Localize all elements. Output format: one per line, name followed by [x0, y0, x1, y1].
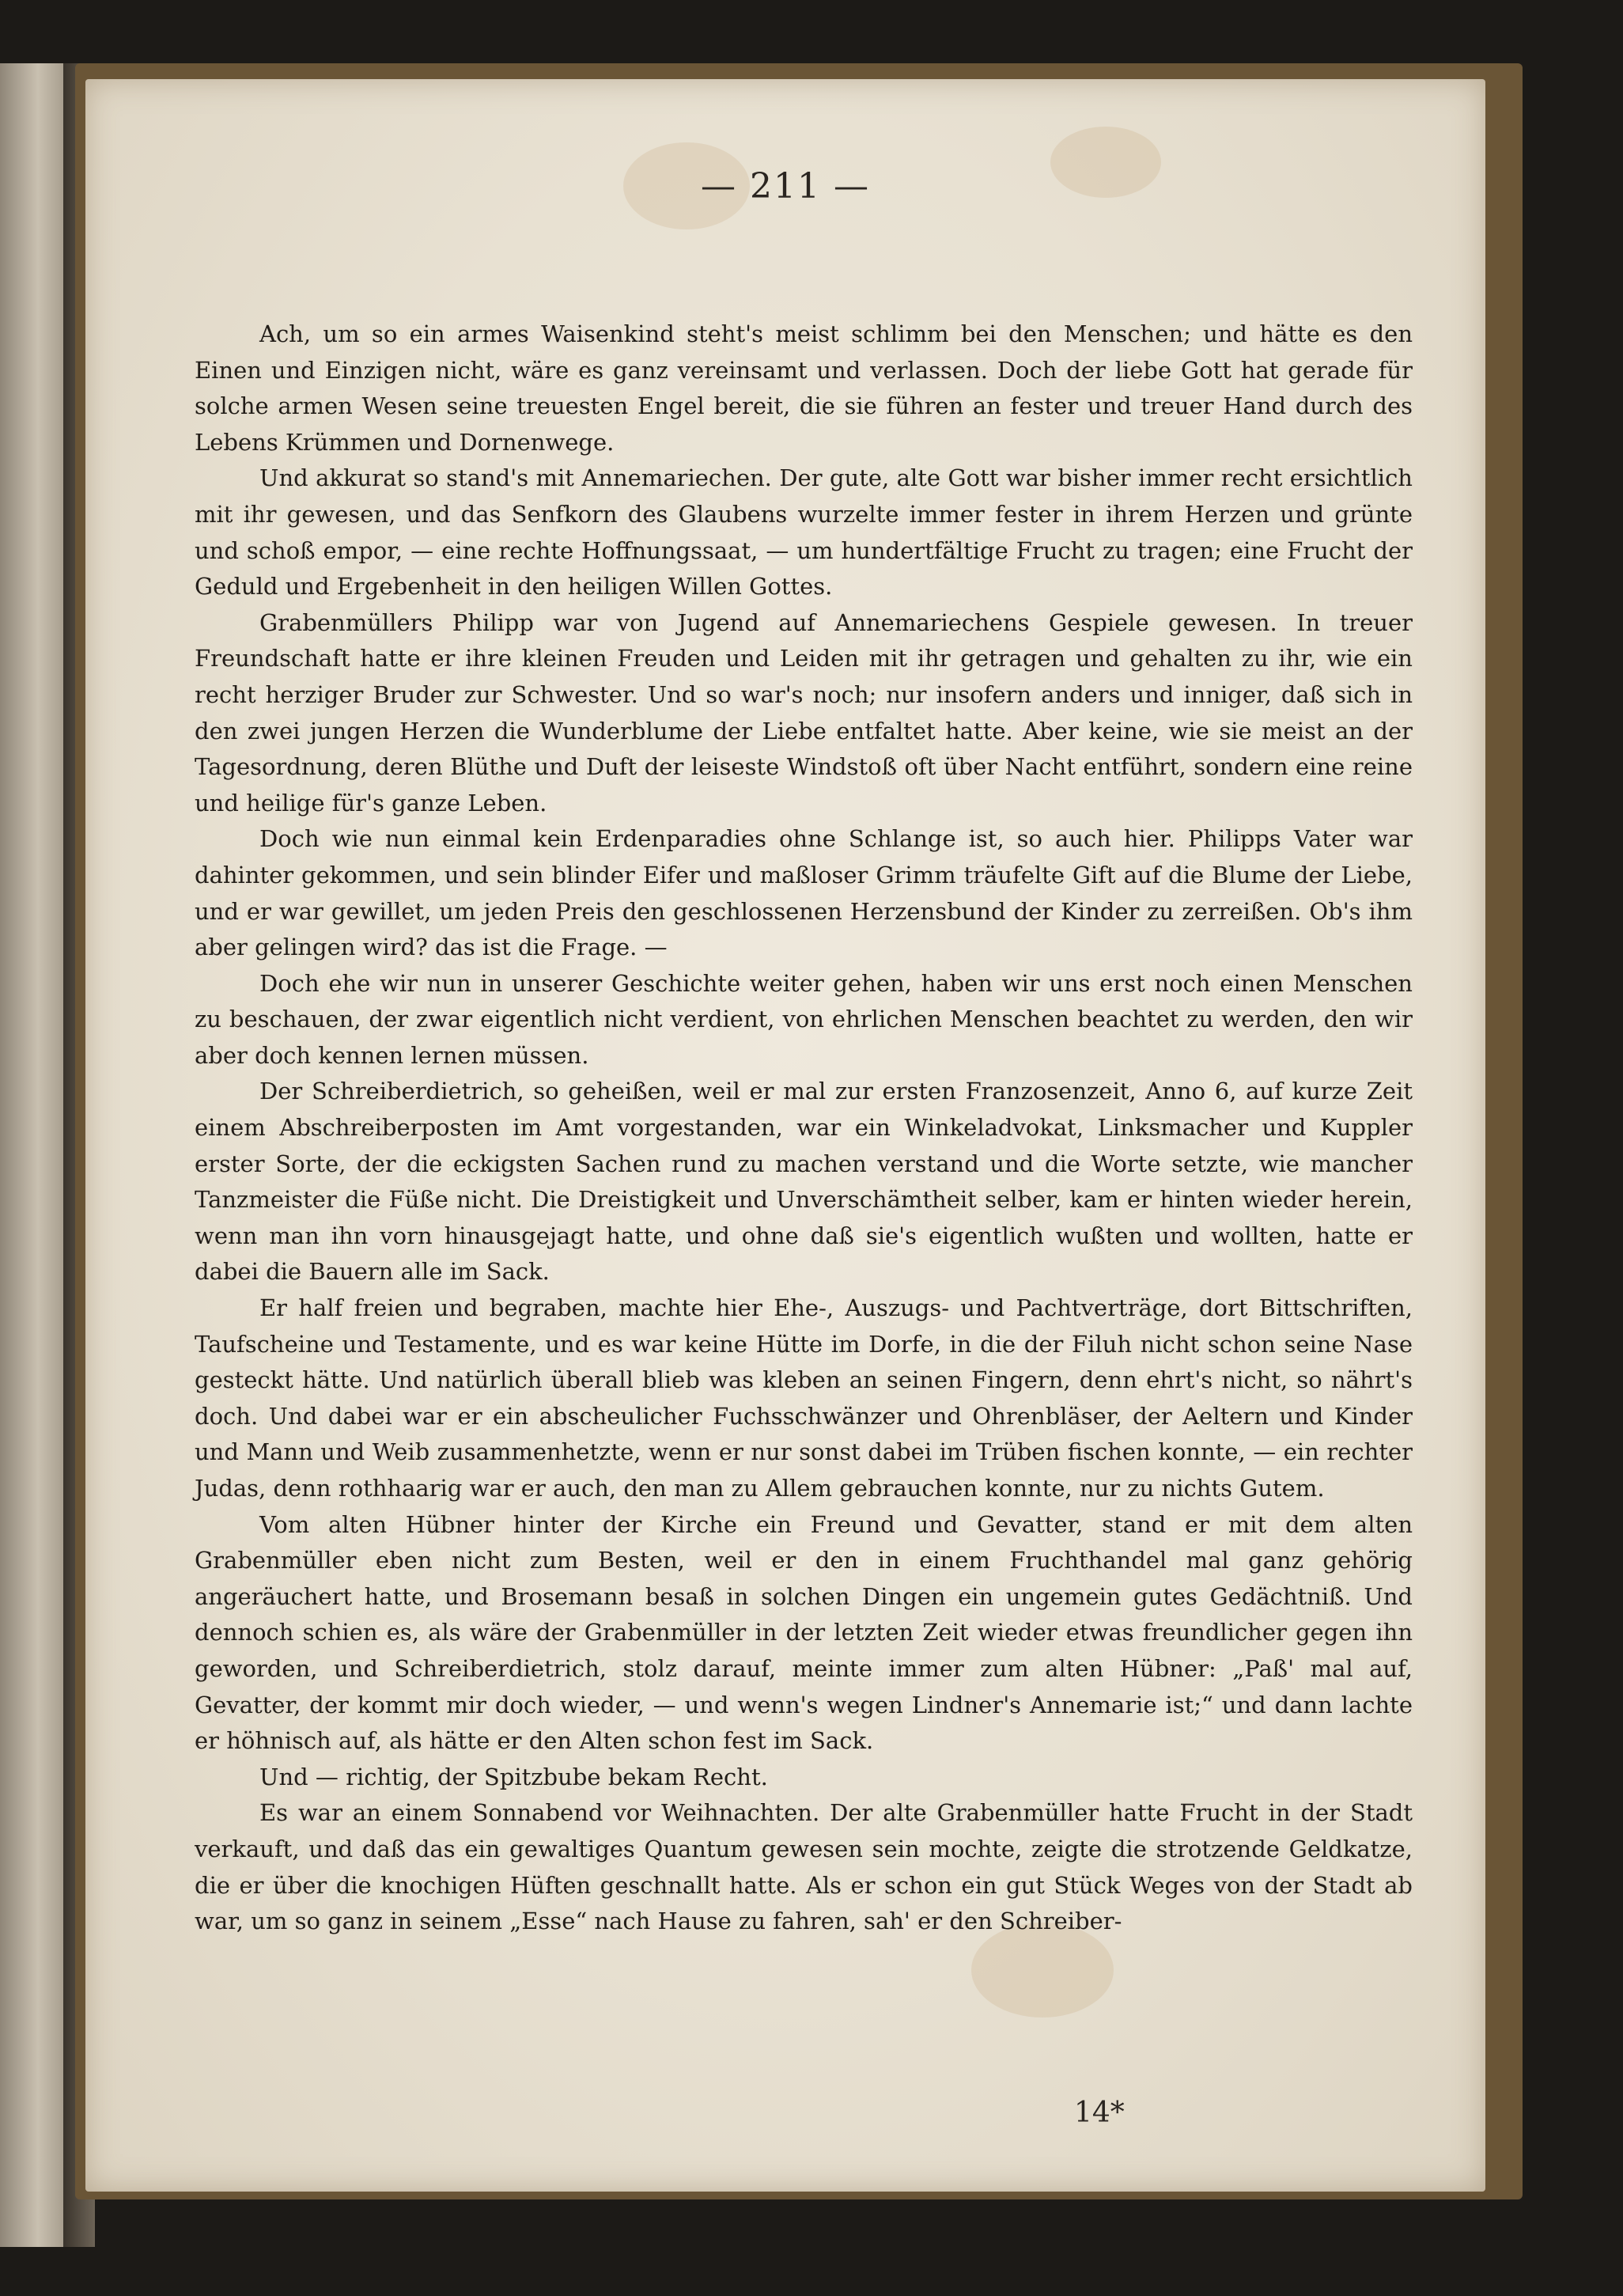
paragraph: Grabenmüllers Philipp war von Jugend auf Annemariechens Gespiele gewesen. In treuer Freundschaft hatte er ihre kleinen Freuden und Leiden mit ihr getragen und gehalten zu ihr, wie ein recht herziger Bruder zur Schwester. Und so war's noch; nur insofern anders und inniger, daß sich in den zwei jungen Herzen die Wunderblume der Liebe entfaltet hatte. Aber keine, wie sie meist an der Tagesordnung, deren Blüthe und Duft der leiseste Windstoß oft über Nacht entführt, sondern eine reine und heilige für's ganze Leben. — [195, 608, 1413, 816]
page-number: — 211 — — [701, 166, 870, 206]
signature-mark: 14* — [1074, 2097, 1125, 2129]
paragraph: Es war an einem Sonnabend vor Weihnachten. Der alte Grabenmüller hatte Frucht in der Stadt verkauft, und daß das ein gewaltiges Quantum gewesen sein mochte, zeigte die strotzende Geldkatze, die er über die knochigen Hüften geschnallt hatte. Als er schon ein gut Stück Weges von der Stadt ab war, um so ganz in seinem „Esse“ nach Hause zu fahren, sah' er den Schreiber- — [195, 1799, 1413, 1935]
book-page — [85, 79, 1485, 2192]
body-text — [195, 316, 1413, 1940]
paragraph: Doch ehe wir nun in unserer Geschichte weiter gehen, haben wir uns erst noch einen Menschen zu beschauen, der zwar eigentlich nicht verdient, von ehrlichen Menschen beachtet zu werden, den wir aber doch kennen lernen müssen. — [195, 969, 1413, 1069]
paragraph: Doch wie nun einmal kein Erdenparadies ohne Schlange ist, so auch hier. Philipps Vater war dahinter gekommen, und sein blinder Eifer und maßloser Grimm träufelte Gift auf die Blume der Liebe, und er war gewillet, um jeden Preis den geschlossenen Herzensbund der Kinder zu zerreißen. Ob's ihm aber gelingen wird? das ist die Frage. — — [195, 825, 1413, 961]
paragraph: Der Schreiberdietrich, so geheißen, weil er mal zur ersten Franzosenzeit, Anno 6, auf kurze Zeit einem Abschreiberposten im Amt vorgestanden, war ein Winkeladvokat, Linksmacher und Kuppler erster Sorte, der die eckigsten Sachen rund zu machen verstand und die Worte setzte, wie mancher Tanzmeister die Füße nicht. Die Dreistigkeit und Unverschämtheit selber, kam er hinten wieder herein, wenn man ihn vorn hinausgejagt hatte, und ohne daß sie's eigentlich wußten und wollten, hatte er dabei die Bauern alle im Sack. — [195, 1078, 1413, 1286]
paragraph: Und akkurat so stand's mit Annemariechen. Der gute, alte Gott war bisher immer recht ersichtlich mit ihr gewesen, und das Senfkorn des Glaubens wurzelte immer fester in ihrem Herzen und grünte und schoß empor, — eine rechte Hoffnungssaat, — um hundertfältige Frucht zu tragen; eine Frucht der Geduld und Ergebenheit in den heiligen Willen Gottes. — [195, 464, 1413, 601]
paragraph: Vom alten Hübner hinter der Kirche ein Freund und Gevatter, stand er mit dem alten Grabenmüller eben nicht zum Besten, weil er den in einem Fruchthandel mal ganz gehörig angeräuchert hatte, und Brosemann besaß in solchen Dingen ein ungemein gutes Gedächtniß. Und dennoch schien es, als wäre der Grabenmüller in der letzten Zeit wieder etwas freundlicher gegen ihn geworden, und Schreiberdietrich, stolz darauf, meinte immer zum alten Hübner: „Paß' mal auf, Gevatter, der kommt mir doch wieder, — und wenn's wegen Lindner's Annemarie ist;“ und dann lachte er höhnisch auf, als hätte er den Alten schon fest im Sack. — [195, 1510, 1413, 1755]
facing-page-edge — [0, 63, 63, 2247]
paragraph: Er half freien und begraben, machte hier Ehe-, Auszugs- und Pachtverträge, dort Bittschriften, Taufscheine und Testamente, und es war keine Hütte im Dorfe, in die der Filuh nicht schon seine Nase gesteckt hätte. Und natürlich überall blieb was kleben an seinen Fingern, denn ehrt's nicht, so nährt's doch. Und dabei war er ein abscheulicher Fuchsschwänzer und Ohrenbläser, der Aeltern und Kinder und Mann und Weib zusammenhetzte, wenn er nur sonst dabei im Trüben fischen konnte, — ein rechter Judas, denn rothhaarig war er auch, den man zu Allem gebrauchen konnte, nur zu nichts Gutem. — [195, 1294, 1413, 1502]
paragraph: Ach, um so ein armes Waisenkind steht's meist schlimm bei den Menschen; und hätte es den Einen und Einzigen nicht, wäre es ganz vereinsamt und verlassen. Doch der liebe Gott hat gerade für solche armen Wesen seine treuesten Engel bereit, die sie führen an fester und treuer Hand durch des Lebens Krümmen und Dornenwege. — [195, 320, 1413, 456]
paragraph: Und — richtig, der Spitzbube bekam Recht. — [259, 1763, 768, 1790]
